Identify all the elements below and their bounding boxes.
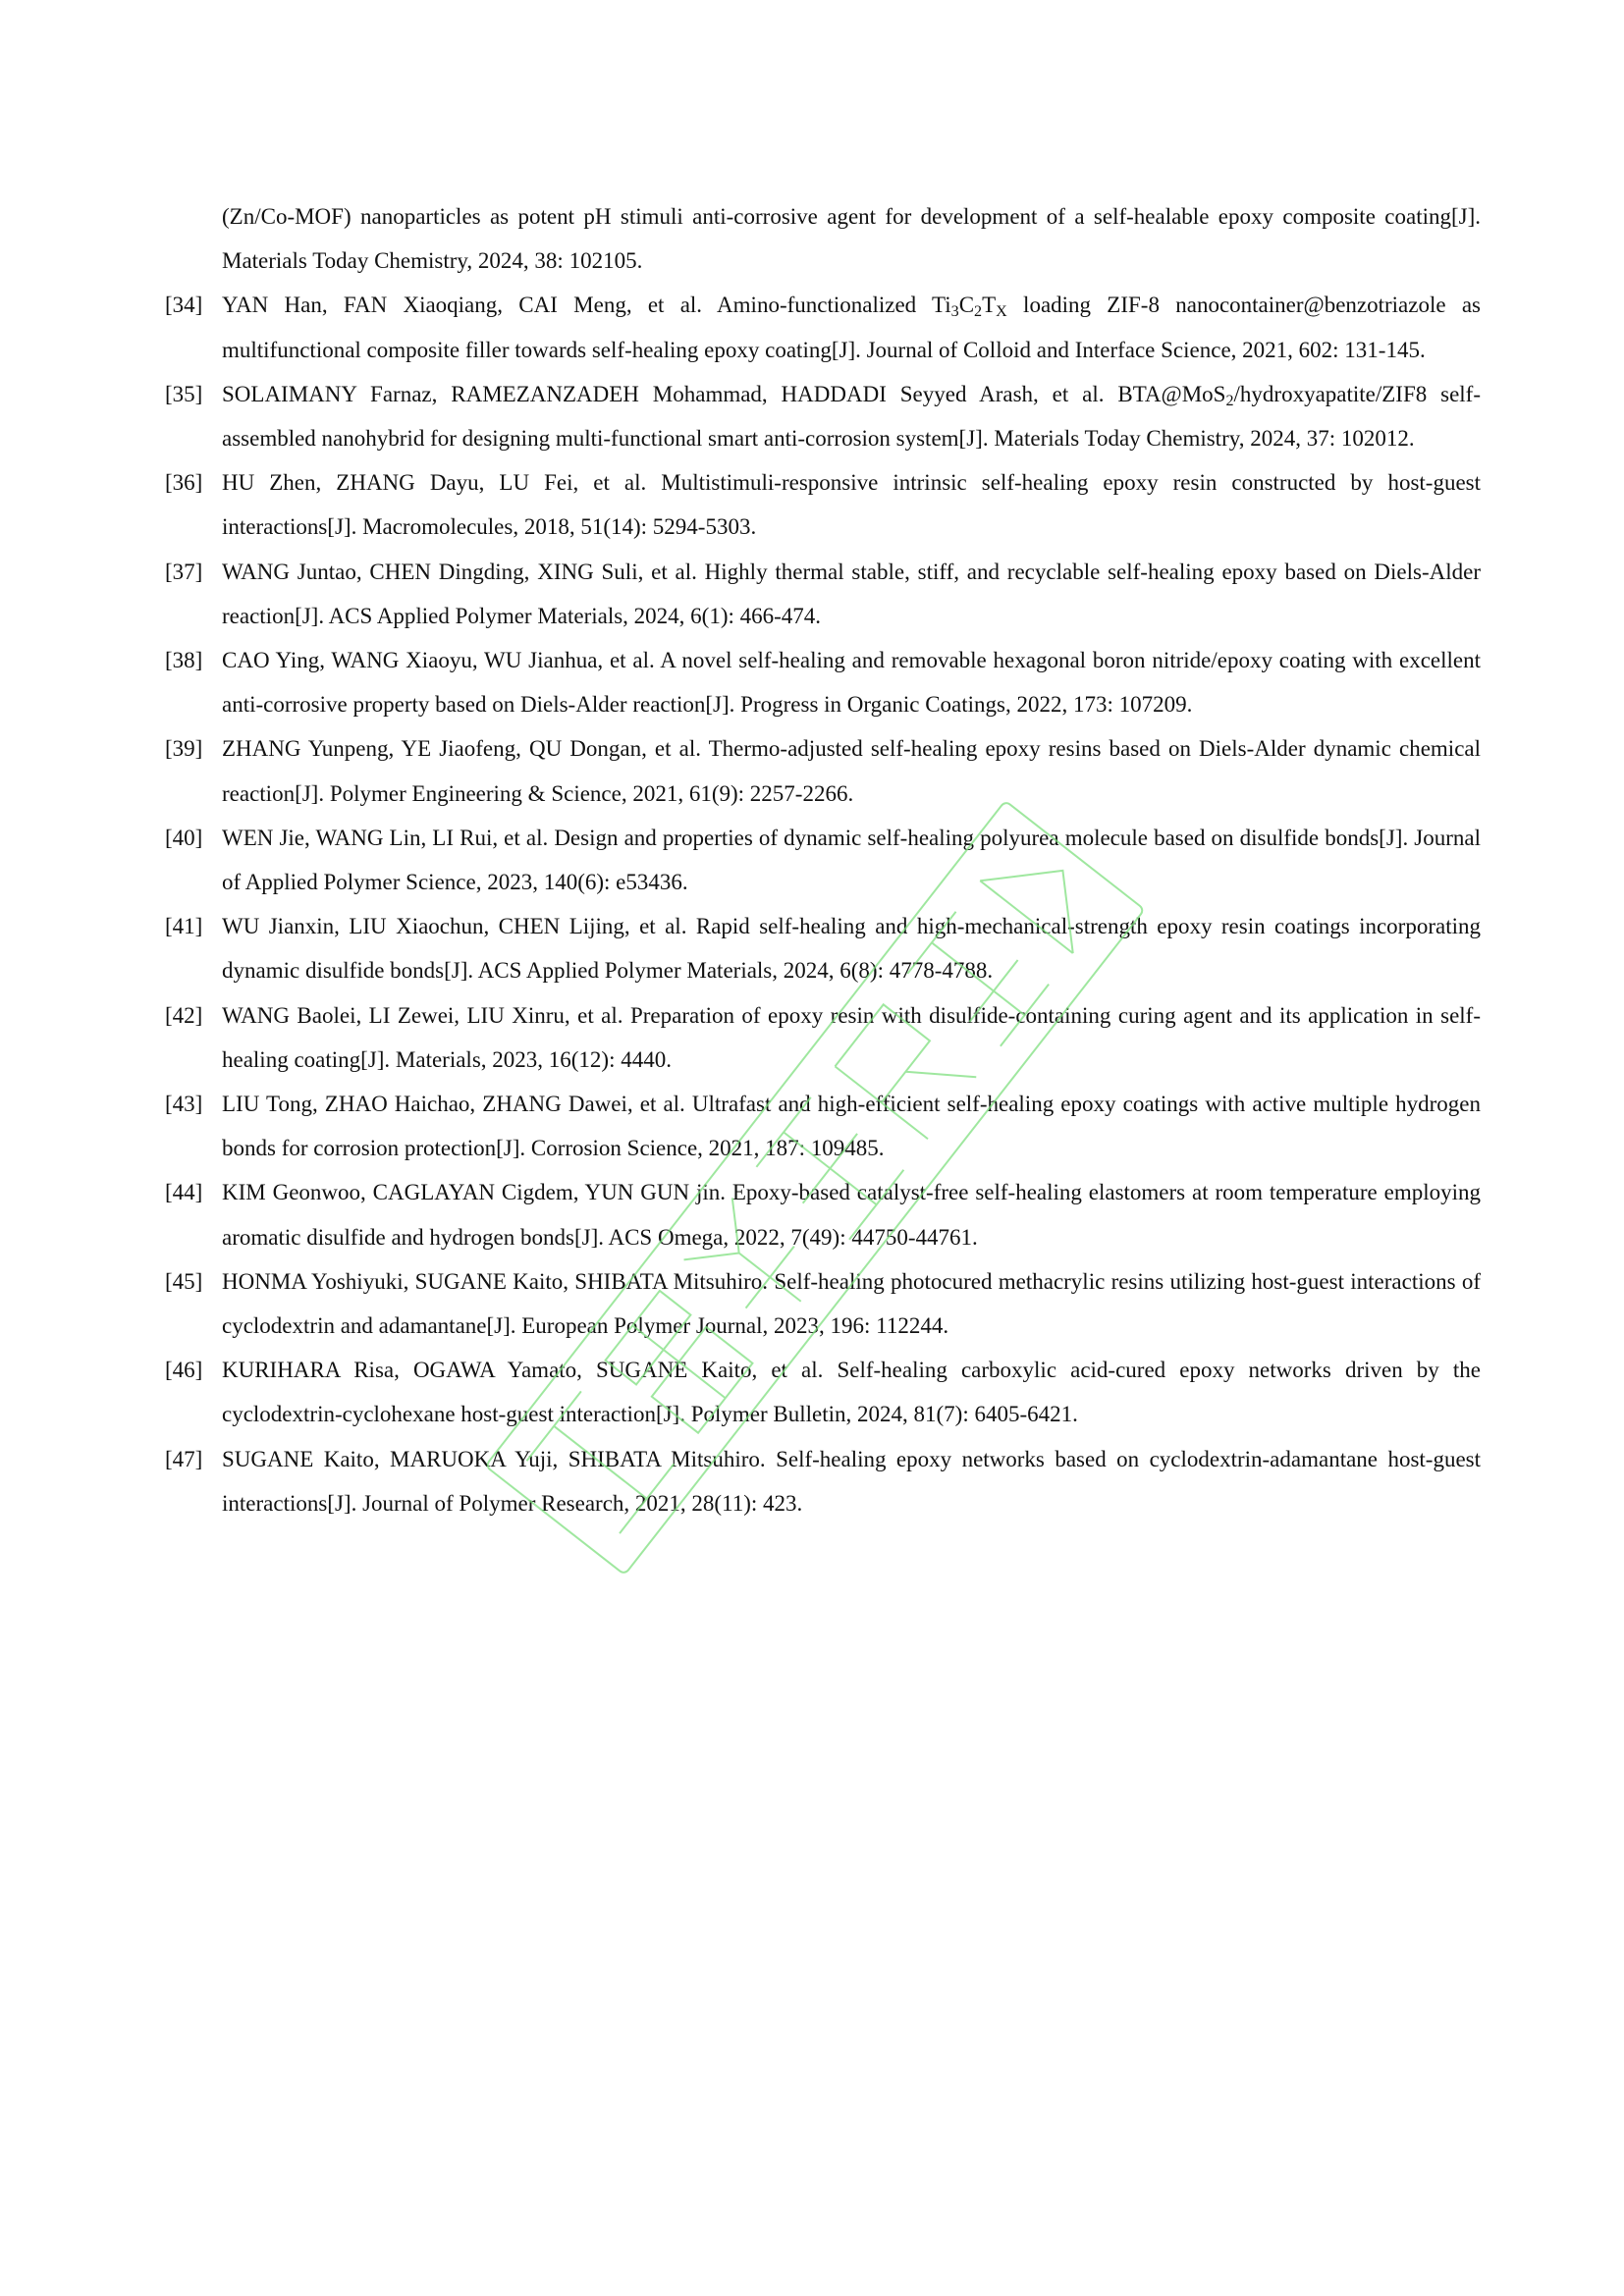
reference-text: KURIHARA Risa, OGAWA Yamato, SUGANE Kaito, et al. Self-healing carboxylic acid-cured epoxy networks driven by the cyclodextrin-cyclohexane host-guest interaction[J]. Polymer Bulletin, 2024, 81(7): 6405-6421. [222, 1358, 1481, 1427]
reference-text: CAO Ying, WANG Xiaoyu, WU Jianhua, et al. A novel self-healing and removable hexagonal boron nitride/epoxy coating with excellent anti-corrosive property based on Diels-Alder reaction[J]. Progress in Organic Coatings, 2022, 173: 107209. [222, 648, 1481, 718]
reference-entry [165, 1170, 1481, 1258]
reference-number: [45] [165, 1268, 203, 1294]
reference-entry [165, 816, 1481, 904]
reference-entry [165, 904, 1481, 992]
reference-entry [165, 993, 1481, 1082]
reference-text: ZHANG Yunpeng, YE Jiaofeng, QU Dongan, et al. Thermo-adjusted self-healing epoxy resins based on Diels-Alder dynamic chemical reaction[J]. Polymer Engineering & Science, 2021, 61(9): 2257-2266. [222, 736, 1481, 806]
reference-number: [47] [165, 1446, 203, 1471]
subscript-text: 2 [974, 303, 983, 321]
reference-text: HONMA Yoshiyuki, SUGANE Kaito, SHIBATA Mitsuhiro. Self-healing photocured methacrylic resins utilizing host-guest interactions of cyclodextrin and adamantane[J]. European Polymer Journal, 2023, 196: 112244. [222, 1268, 1481, 1339]
reference-text: HU Zhen, ZHANG Dayu, LU Fei, et al. Multistimuli-responsive intrinsic self-healing epoxy resin constructed by host-guest interactions[J]. Macromolecules, 2018, 51(14): 5294-5303. [222, 470, 1481, 540]
reference-number: [36] [165, 470, 203, 496]
reference-number: [40] [165, 825, 203, 850]
subscript-text: 3 [950, 303, 959, 321]
reference-text: SUGANE Kaito, MARUOKA Yuji, SHIBATA Mitsuhiro. Self-healing epoxy networks based on cyclodextrin-adamantane host-guest interactions[J]. Journal of Polymer Research, 2021, 28(11): 423. [222, 1446, 1481, 1516]
reference-text: LIU Tong, ZHAO Haichao, ZHANG Dawei, et al. Ultrafast and high-efficient self-healing epoxy coatings with active multiple hydrogen bonds for corrosion protection[J]. Corrosion Science, 2021, 187: 109485. [222, 1092, 1481, 1161]
reference-text: SOLAIMANY Farnaz, RAMEZANZADEH Mohammad, HADDADI Seyyed Arash, et al. BTA@MoS [222, 381, 1226, 406]
reference-number: [42] [165, 1002, 203, 1028]
reference-number: [35] [165, 381, 203, 406]
reference-text: (Zn/Co-MOF) nanoparticles as potent pH stimuli anti-corrosive agent for development of a self-healable epoxy composite coating[J]. Materials Today Chemistry, 2024, 38: 102105. [222, 204, 1481, 274]
reference-number: [41] [165, 914, 203, 939]
reference-entry [165, 283, 1481, 371]
reference-entry [165, 460, 1481, 549]
subscript-text: 2 [1225, 392, 1234, 409]
reference-entry [165, 1437, 1481, 1525]
reference-number: [38] [165, 648, 203, 673]
reference-entry [165, 194, 1481, 283]
reference-list [165, 194, 1481, 1525]
reference-text: WU Jianxin, LIU Xiaochun, CHEN Lijing, et al. Rapid self-healing and high-mechanical-strength epoxy resin coatings incorporating dynamic disulfide bonds[J]. ACS Applied Polymer Materials, 2024, 6(8): 4778-4788. [222, 914, 1481, 984]
reference-entry [165, 638, 1481, 726]
reference-entry [165, 1082, 1481, 1170]
reference-number: [39] [165, 736, 203, 762]
reference-text: WEN Jie, WANG Lin, LI Rui, et al. Design and properties of dynamic self-healing polyurea molecule based on disulfide bonds[J]. Journal of Applied Polymer Science, 2023, 140(6): e53436. [222, 825, 1481, 895]
reference-number: [37] [165, 559, 203, 584]
reference-text: /hydroxyapatite/ZIF8 self-assembled nanohybrid for designing multi-functional smart anti-corrosion system[J]. Materials Today Chemistry, 2024, 37: 102012. [222, 381, 1482, 452]
reference-number: [43] [165, 1092, 203, 1117]
reference-number: [44] [165, 1180, 203, 1205]
reference-text: loading ZIF-8 nanocontainer@benzotriazole as multifunctional composite filler towards self-healing epoxy coating[J]. Journal of Colloid and Interface Science, 2021, 602: 131-145. [222, 293, 1481, 362]
reference-text: YAN Han, FAN Xiaoqiang, CAI Meng, et al. Amino-functionalized Ti [222, 293, 951, 318]
reference-entry [165, 1259, 1481, 1348]
reference-text: C [958, 293, 975, 318]
reference-text: T [982, 293, 997, 318]
subscript-text: X [996, 303, 1007, 321]
reference-text: WANG Juntao, CHEN Dingding, XING Suli, et al. Highly thermal stable, stiff, and recyclable self-healing epoxy based on Diels-Alder reaction[J]. ACS Applied Polymer Materials, 2024, 6(1): 466-474. [222, 559, 1481, 628]
reference-entry [165, 726, 1481, 815]
reference-number: [46] [165, 1358, 203, 1383]
reference-entry [165, 550, 1481, 638]
reference-number: [34] [165, 293, 203, 318]
reference-text: WANG Baolei, LI Zewei, LIU Xinru, et al. Preparation of epoxy resin with disulfide-containing curing agent and its application in self-healing coating[J]. Materials, 2023, 16(12): 4440. [222, 1002, 1481, 1072]
reference-entry [165, 1348, 1481, 1436]
reference-text: KIM Geonwoo, CAGLAYAN Cigdem, YUN GUN jin. Epoxy-based catalyst-free self-healing elastomers at room temperature employing aromatic disulfide and hydrogen bonds[J]. ACS Omega, 2022, 7(49): 44750-44761. [222, 1180, 1481, 1250]
reference-entry [165, 372, 1481, 460]
